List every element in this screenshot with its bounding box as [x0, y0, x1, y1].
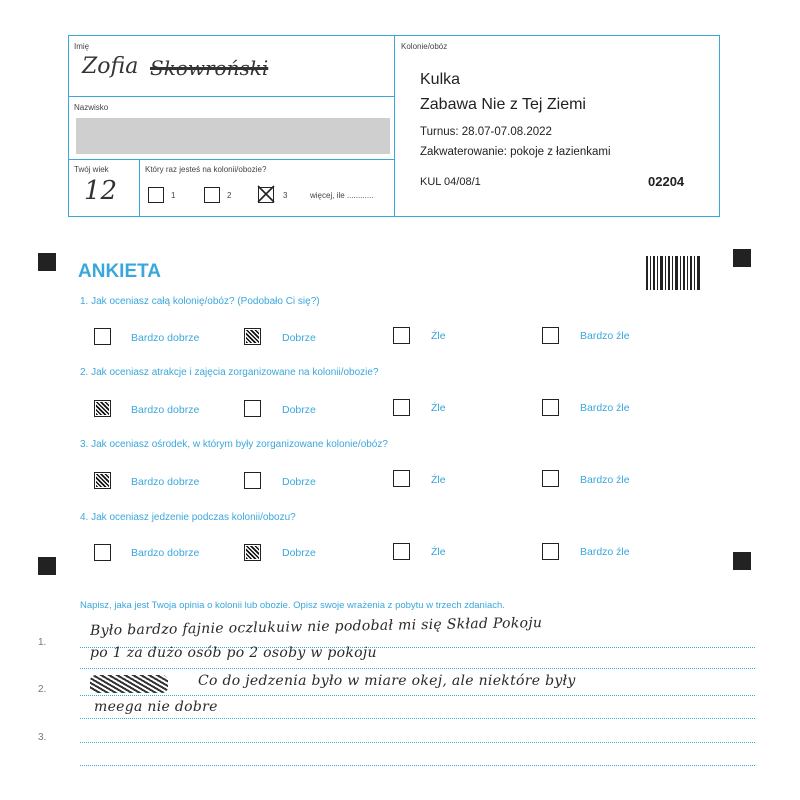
- turnus-label: Turnus:: [420, 126, 459, 138]
- times-checkbox-1[interactable]: [148, 187, 164, 203]
- name-label: Imię: [74, 42, 90, 51]
- q2-option-bardzo-dobrze-checkbox[interactable]: [94, 400, 111, 417]
- camp-name: Kulka: [420, 71, 461, 88]
- form-number: 02204: [648, 174, 685, 189]
- q3-option-dobrze-checkbox[interactable]: [244, 472, 261, 489]
- name-crossed-out: Skowroński: [150, 56, 269, 80]
- q3-option-label: Źle: [431, 474, 446, 486]
- writing-line: [80, 765, 755, 766]
- q2-option-bardzo-zle-checkbox[interactable]: [542, 399, 559, 416]
- accommodation-label: Zakwaterowanie:: [420, 146, 507, 158]
- age-value: 12: [84, 176, 118, 206]
- q1-option-label: Źle: [431, 330, 446, 342]
- q3-option-zle-checkbox[interactable]: [393, 470, 410, 487]
- q2-option-label: Dobrze: [282, 404, 316, 416]
- q4-option-label: Dobrze: [282, 547, 316, 559]
- opinion-prompt: Napisz, jaka jest Twoja opinia o kolonii lub obozie. Opisz swoje wrażenia z pobytu w trzech zdaniach.: [80, 600, 505, 611]
- q4-option-dobrze-checkbox[interactable]: [244, 544, 261, 561]
- divider: [68, 159, 394, 160]
- q1-option-label: Dobrze: [282, 332, 316, 344]
- line-number: 2.: [38, 684, 47, 695]
- q4-option-zle-checkbox[interactable]: [393, 543, 410, 560]
- line-number: 1.: [38, 637, 47, 648]
- check-mark-icon: [256, 184, 276, 204]
- surname-label: Nazwisko: [74, 103, 109, 112]
- line-number: 3.: [38, 732, 47, 743]
- handwriting-line: Co do jedzenia było w miare okej, ale niektóre były: [198, 673, 576, 689]
- q3-option-bardzo-zle-checkbox[interactable]: [542, 470, 559, 487]
- q2-option-label: Bardzo źle: [580, 402, 630, 414]
- q2-option-dobrze-checkbox[interactable]: [244, 400, 261, 417]
- q2-option-label: Źle: [431, 402, 446, 414]
- times-more: więcej, ile ............: [310, 191, 374, 200]
- q3-option-bardzo-dobrze-checkbox[interactable]: [94, 472, 111, 489]
- surname-redacted: [76, 118, 390, 154]
- handwriting-line: po 1 za dużo osób po 2 osoby w pokoju: [90, 645, 377, 661]
- name-value: Zofia: [82, 54, 139, 79]
- q1-option-bardzo-zle-checkbox[interactable]: [542, 327, 559, 344]
- q3-option-label: Dobrze: [282, 476, 316, 488]
- times-checkbox-2[interactable]: [204, 187, 220, 203]
- scribble-out: [90, 675, 168, 693]
- camp-code: KUL 04/08/1: [420, 176, 481, 188]
- q1-option-zle-checkbox[interactable]: [393, 327, 410, 344]
- question-4: 4. Jak oceniasz jedzenie podczas kolonii/obozu?: [80, 512, 296, 523]
- q4-option-bardzo-zle-checkbox[interactable]: [542, 543, 559, 560]
- registration-marker: [733, 249, 751, 267]
- times-option-2: 2: [227, 191, 232, 200]
- q2-option-zle-checkbox[interactable]: [393, 399, 410, 416]
- q4-option-bardzo-dobrze-checkbox[interactable]: [94, 544, 111, 561]
- age-label: Twój wiek: [74, 165, 109, 174]
- question-1: 1. Jak oceniasz całą kolonię/obóz? (Podobało Ci się?): [80, 296, 320, 307]
- q3-option-label: Bardzo dobrze: [131, 476, 200, 488]
- times-label: Który raz jesteś na kolonii/obozie?: [145, 165, 267, 174]
- turnus-value: 28.07-07.08.2022: [461, 126, 552, 138]
- q4-option-label: Bardzo źle: [580, 546, 630, 558]
- q1-option-bardzo-dobrze-checkbox[interactable]: [94, 328, 111, 345]
- camp-label: Kolonie/obóz: [401, 42, 448, 51]
- barcode-icon: [646, 256, 702, 290]
- divider: [394, 35, 395, 216]
- q2-option-label: Bardzo dobrze: [131, 404, 200, 416]
- divider: [68, 96, 394, 97]
- accommodation-row: [420, 146, 611, 158]
- times-option-1: 1: [171, 191, 176, 200]
- registration-marker: [733, 552, 751, 570]
- q1-option-label: Bardzo źle: [580, 330, 630, 342]
- writing-line: [80, 718, 755, 719]
- q3-option-label: Bardzo źle: [580, 474, 630, 486]
- registration-marker: [38, 557, 56, 575]
- q4-option-label: Źle: [431, 546, 446, 558]
- q1-option-label: Bardzo dobrze: [131, 332, 200, 344]
- times-checkbox-3[interactable]: [258, 187, 274, 203]
- writing-line: [80, 668, 755, 669]
- q4-option-label: Bardzo dobrze: [131, 547, 200, 559]
- writing-line: [80, 742, 755, 743]
- turnus-row: [420, 126, 552, 138]
- times-option-3: 3: [283, 191, 288, 200]
- accommodation-value: pokoje z łazienkami: [510, 146, 611, 158]
- divider: [139, 159, 140, 216]
- handwriting-line: meega nie dobre: [94, 699, 218, 715]
- q1-option-dobrze-checkbox[interactable]: [244, 328, 261, 345]
- survey-title: ANKIETA: [78, 261, 162, 282]
- question-2: 2. Jak oceniasz atrakcje i zajęcia zorganizowane na kolonii/obozie?: [80, 367, 379, 378]
- camp-title: Zabawa Nie z Tej Ziemi: [420, 96, 586, 113]
- question-3: 3. Jak oceniasz ośrodek, w którym były zorganizowane kolonie/obóz?: [80, 439, 388, 450]
- registration-marker: [38, 253, 56, 271]
- handwriting-line: Było bardzo fajnie oczlukuiw nie podobał mi się Skład Pokoju: [89, 615, 543, 639]
- writing-line: [80, 695, 755, 696]
